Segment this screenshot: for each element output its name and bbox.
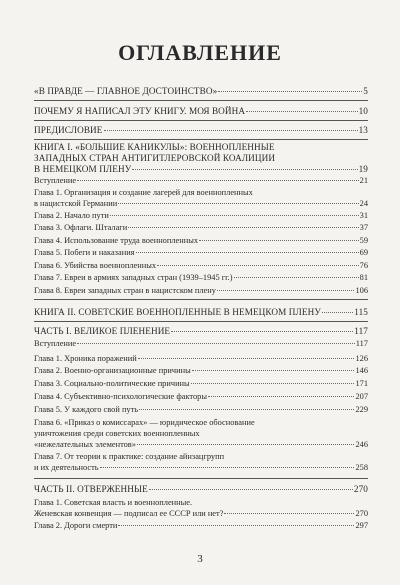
toc-entry-page: 117 xyxy=(354,326,368,336)
toc-entry[interactable] xyxy=(34,222,368,233)
leader-dots xyxy=(218,91,362,92)
leader-dots xyxy=(192,370,355,371)
toc-entry[interactable] xyxy=(34,520,368,531)
toc-entry-title: и их деятельность xyxy=(34,463,99,472)
toc-entry-title: Глава 7. Евреи в армиях западных стран (1939–1945 гг.) xyxy=(34,273,233,282)
leader-dots xyxy=(199,240,359,241)
toc-entry-title: Глава 1. Хроника поражений xyxy=(34,354,137,363)
toc-entry[interactable] xyxy=(34,417,368,450)
toc-entry-title: ЗАПАДНЫХ СТРАН АНТИГИТЛЕРОВСКОЙ КОАЛИЦИИ xyxy=(34,153,276,163)
toc-entry-page: 115 xyxy=(354,307,368,317)
leader-dots xyxy=(208,396,354,397)
toc-entry-page: 270 xyxy=(353,484,368,494)
toc-entry-title: Глава 7. От теории к практике: создание айнзацгрупп xyxy=(34,452,225,461)
toc-entry[interactable] xyxy=(34,247,368,258)
toc-entry-title: ЧАСТЬ I. ВЕЛИКОЕ ПЛЕНЕНИЕ xyxy=(34,326,171,336)
toc-entry-page: 31 xyxy=(359,211,368,220)
divider xyxy=(34,478,368,479)
toc-entry-title: Глава 3. Социально-политические причины xyxy=(34,379,190,388)
toc-entry[interactable] xyxy=(34,210,368,221)
toc-entry[interactable] xyxy=(34,484,368,495)
toc-entry-page: 10 xyxy=(358,106,368,116)
toc-entry[interactable] xyxy=(34,260,368,271)
leader-dots xyxy=(149,489,353,490)
page-title: ОГЛАВЛЕНИЕ xyxy=(118,40,282,65)
leader-dots xyxy=(110,215,359,216)
toc-entry-title: Глава 6. «Приказ о комиссарах» — юридическое обоснование xyxy=(34,418,255,427)
toc-entry[interactable] xyxy=(34,338,368,349)
leader-dots xyxy=(100,467,355,468)
toc-entry-page: 146 xyxy=(355,366,368,375)
leader-dots xyxy=(171,331,353,332)
toc-entry[interactable] xyxy=(34,142,368,175)
toc-entry-title: Глава 2. Начало пути xyxy=(34,211,109,220)
toc-entry[interactable] xyxy=(34,125,368,136)
toc-entry-page: 5 xyxy=(363,86,368,96)
toc-entry[interactable] xyxy=(34,106,368,117)
divider xyxy=(34,100,368,101)
leader-dots xyxy=(118,203,358,204)
divider xyxy=(34,299,368,300)
leader-dots xyxy=(322,312,353,313)
toc-entry-title: ЧАСТЬ II. ОТВЕРЖЕННЫЕ xyxy=(34,484,148,494)
leader-dots xyxy=(246,111,357,112)
leader-dots xyxy=(157,265,359,266)
toc-entry[interactable] xyxy=(34,285,368,296)
toc-entry[interactable] xyxy=(34,391,368,402)
toc-entry[interactable] xyxy=(34,497,368,519)
toc-entry-title: «В ПРАВДЕ — ГЛАВНОЕ ДОСТОИНСТВО» xyxy=(34,86,218,96)
toc-entry-title: уничтожения среди советских военнопленных xyxy=(34,429,200,438)
divider xyxy=(34,120,368,121)
toc-entry-page: 106 xyxy=(355,286,368,295)
toc-entry-title: Глава 5. Побеги и наказания xyxy=(34,248,135,257)
toc-entry-title: Вступление xyxy=(34,339,77,348)
leader-dots xyxy=(118,525,354,526)
toc-entry-title: Глава 8. Евреи западных стран в нацистском плену xyxy=(34,286,216,295)
toc-entry-title: Глава 1. Организация и создание лагерей для военнопленных xyxy=(34,188,253,197)
leader-dots xyxy=(77,180,359,181)
leader-dots xyxy=(234,277,359,278)
toc-entry-title: КНИГА II. СОВЕТСКИЕ ВОЕННОПЛЕННЫЕ В НЕМЕЦКОМ ПЛЕНУ xyxy=(34,307,321,317)
toc-entry-title: Глава 3. Офлаги. Шталаги xyxy=(34,223,128,232)
toc-entry[interactable] xyxy=(34,326,368,337)
toc-entry[interactable] xyxy=(34,404,368,415)
toc-entry-title: Глава 4. Субъективно-психологические факторы xyxy=(34,392,207,401)
toc-entry-page: 229 xyxy=(355,405,368,414)
toc-entry-title: Глава 2. Военно-организационные причины xyxy=(34,366,191,375)
divider xyxy=(34,139,368,140)
toc-entry-title: «нежелательных элементов» xyxy=(34,440,136,449)
leader-dots xyxy=(139,409,354,410)
toc-entry-title: Глава 2. Дороги смерти xyxy=(34,521,118,530)
toc-entry-title: КНИГА I. «БОЛЬШИЕ КАНИКУЛЫ»: ВОЕННОПЛЕННЫЕ xyxy=(34,142,275,152)
toc-entry-title: В НЕМЕЦКОМ ПЛЕНУ xyxy=(34,164,132,174)
leader-dots xyxy=(132,169,357,170)
toc-entry-page: 126 xyxy=(355,354,368,363)
leader-dots xyxy=(104,130,358,131)
page-number: 3 xyxy=(197,553,203,565)
toc-entry-page: 24 xyxy=(359,199,368,208)
leader-dots xyxy=(191,383,355,384)
leader-dots xyxy=(217,290,355,291)
toc-entry-page: 171 xyxy=(355,379,368,388)
toc-entry-title: Глава 1. Советская власть и военнопленные. xyxy=(34,498,193,507)
leader-dots xyxy=(137,444,354,445)
toc-entry-title: Женевская конвенция — подписал ее СССР или нет? xyxy=(34,509,224,518)
toc-entry-page: 207 xyxy=(355,392,368,401)
toc-entry-page: 270 xyxy=(355,509,368,518)
toc-entry-page: 21 xyxy=(359,176,368,185)
toc-entry-page: 13 xyxy=(358,125,368,135)
toc-entry-title: Глава 5. У каждого свой путь xyxy=(34,405,139,414)
toc-entry-title: ПОЧЕМУ Я НАПИСАЛ ЭТУ КНИГУ. МОЯ ВОЙНА xyxy=(34,106,246,116)
leader-dots xyxy=(224,513,354,514)
toc-entry-page: 76 xyxy=(359,261,368,270)
leader-dots xyxy=(138,358,355,359)
toc-entry-page: 19 xyxy=(358,164,368,174)
toc-entry-title: Глава 6. Убийства военнопленных xyxy=(34,261,157,270)
toc-entry-title: Вступление xyxy=(34,176,77,185)
toc-entry[interactable] xyxy=(34,365,368,376)
toc-entry[interactable] xyxy=(34,86,368,97)
toc-entry-page: 81 xyxy=(359,273,368,282)
toc-entry-page: 246 xyxy=(355,440,368,449)
toc-entry-title: Глава 4. Использование труда военнопленных xyxy=(34,236,199,245)
toc-entry-title: в нацистской Германии xyxy=(34,199,118,208)
toc-entry-page: 258 xyxy=(355,463,368,472)
toc-entry-page: 59 xyxy=(359,236,368,245)
toc-entry[interactable] xyxy=(34,353,368,364)
toc-entry-page: 69 xyxy=(359,248,368,257)
toc-entry[interactable] xyxy=(34,175,368,186)
toc-entry[interactable] xyxy=(34,307,368,318)
toc-entry[interactable] xyxy=(34,378,368,389)
toc-entry-page: 297 xyxy=(355,521,368,530)
toc-entry-page: 117 xyxy=(355,339,368,348)
toc-entry[interactable] xyxy=(34,187,368,209)
toc-entry[interactable] xyxy=(34,235,368,246)
toc-entry-page: 37 xyxy=(359,223,368,232)
leader-dots xyxy=(77,343,355,344)
toc-entry[interactable] xyxy=(34,451,368,473)
divider xyxy=(34,321,368,322)
toc-entry-title: ПРЕДИСЛОВИЕ xyxy=(34,125,103,135)
leader-dots xyxy=(128,227,358,228)
leader-dots xyxy=(136,252,359,253)
toc-entry[interactable] xyxy=(34,272,368,283)
